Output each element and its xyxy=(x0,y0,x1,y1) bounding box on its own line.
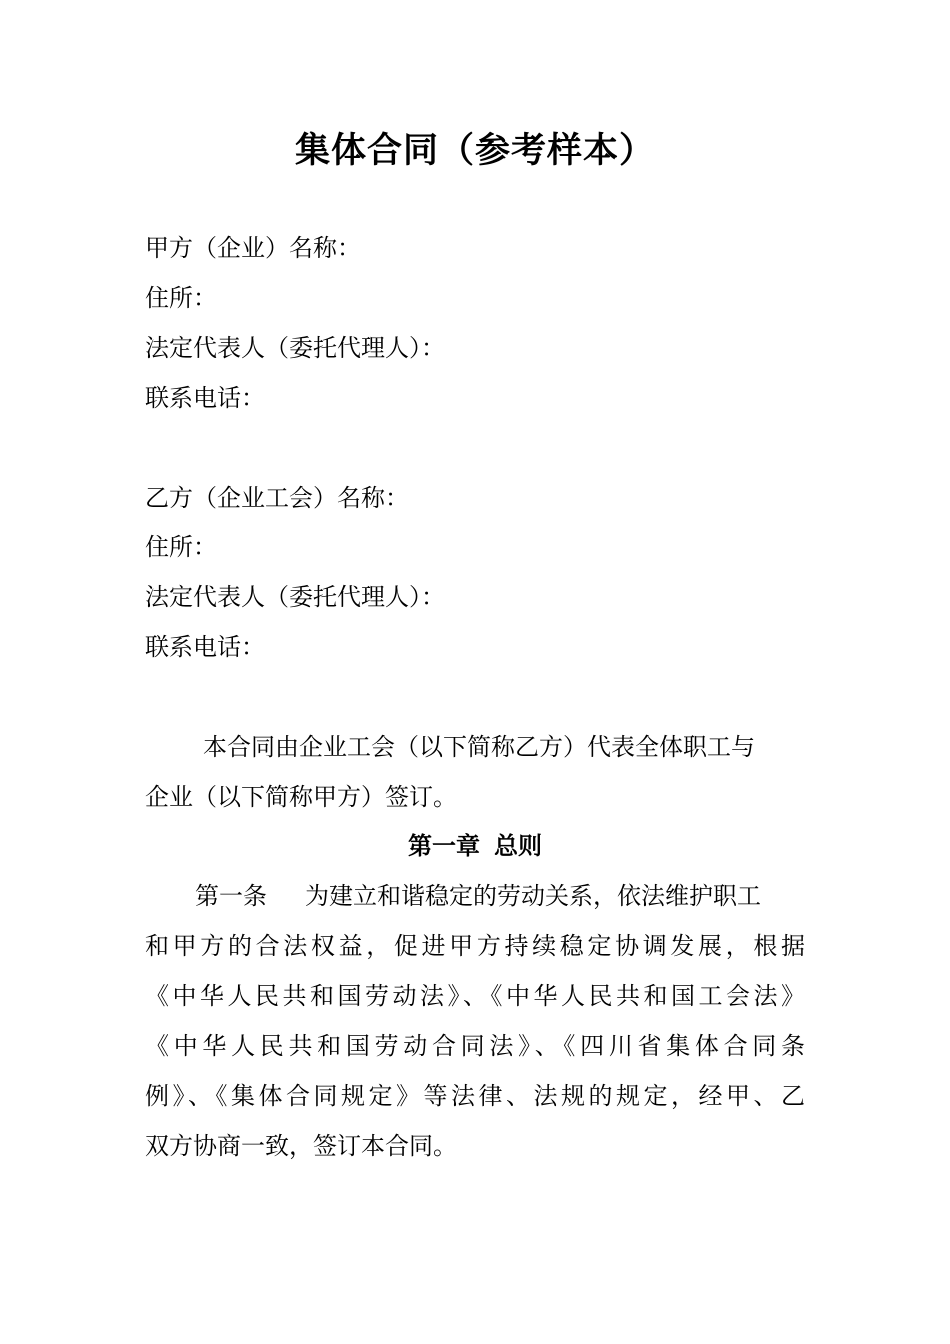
article-1-line-6: 双方协商一致，签订本合同。 xyxy=(145,1132,457,1160)
party-b-name-label: 乙方（企业工会）名称： xyxy=(145,484,409,512)
article-1-label: 第一条 xyxy=(195,882,267,910)
article-1-line-2: 和甲方的合法权益，促进甲方持续稳定协调发展，根据 xyxy=(145,932,805,960)
article-1-paragraph xyxy=(145,871,805,1171)
party-b-phone-label: 联系电话： xyxy=(145,633,265,661)
intro-line-1: 本合同由企业工会（以下简称乙方）代表全体职工与 xyxy=(203,733,755,761)
article-1-line-3: 《中华人民共和国劳动法》、《中华人民共和国工会法》 xyxy=(145,982,805,1010)
intro-line-2: 企业（以下简称甲方）签订。 xyxy=(145,783,457,811)
party-a-representative-label: 法定代表人（委托代理人）： xyxy=(145,334,445,362)
chapter-heading xyxy=(0,826,950,866)
article-1-line-1-text: 为建立和谐稳定的劳动关系，依法维护职工 xyxy=(305,882,761,910)
document-title: 集体合同（参考样本） xyxy=(294,131,655,171)
chapter-number: 第一章 xyxy=(408,832,480,860)
party-a-phone-label: 联系电话： xyxy=(145,384,265,412)
party-a-name-label: 甲方（企业）名称： xyxy=(145,234,361,262)
party-a-address-label: 住所： xyxy=(145,284,217,312)
article-1-line-4: 《中华人民共和国劳动合同法》、《四川省集体合同条 xyxy=(145,1032,805,1060)
chapter-name: 总则 xyxy=(494,832,542,860)
intro-paragraph xyxy=(145,722,805,822)
party-b-address-label: 住所： xyxy=(145,533,217,561)
article-1-line-1 xyxy=(145,871,805,921)
party-b-representative-label: 法定代表人（委托代理人）： xyxy=(145,583,445,611)
article-1-line-5: 例》、《集体合同规定》等法律、法规的规定，经甲、乙 xyxy=(145,1082,805,1110)
